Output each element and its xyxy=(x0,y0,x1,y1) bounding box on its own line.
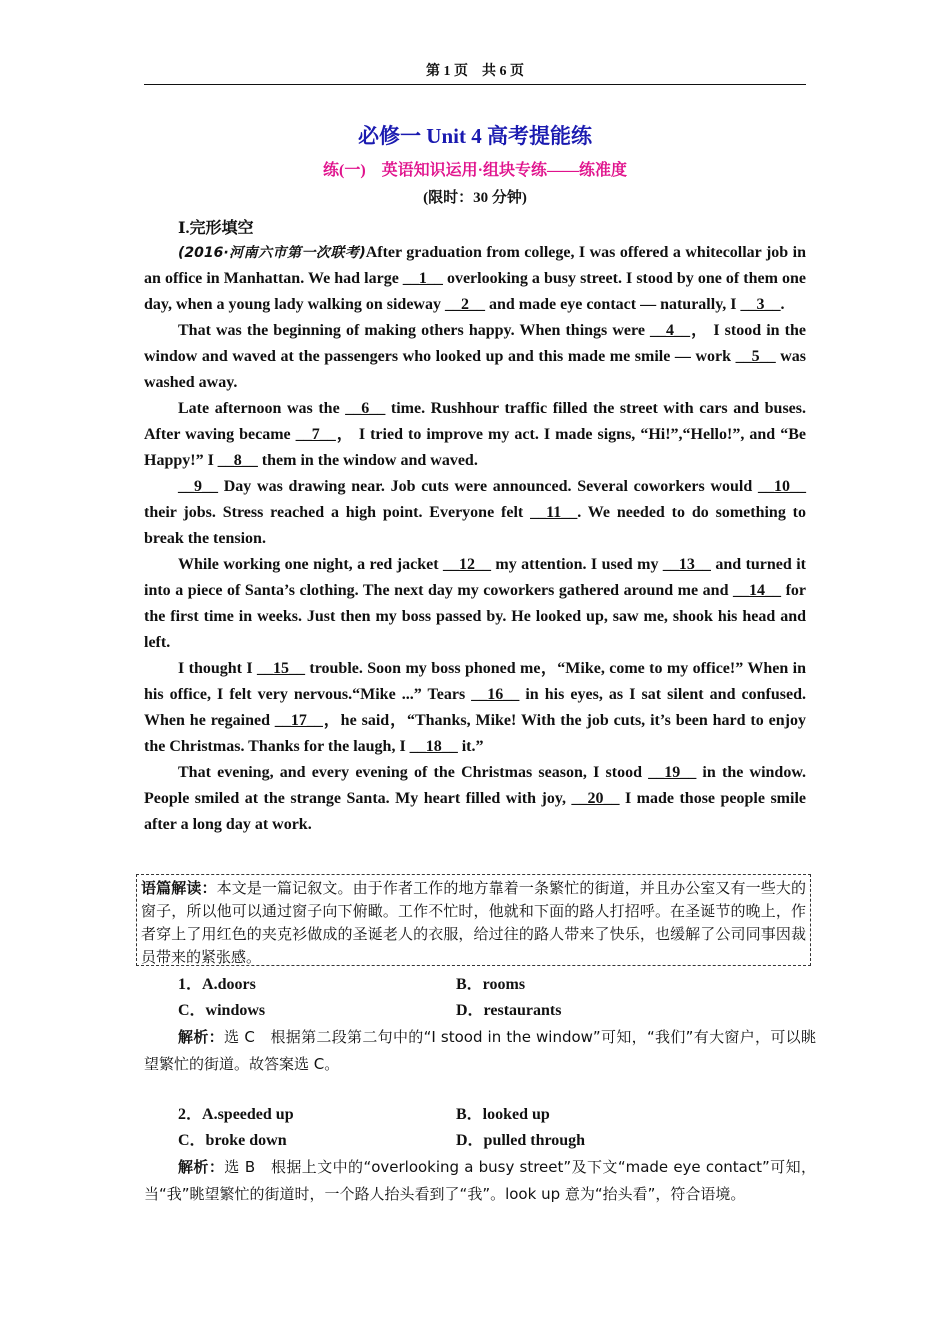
time-limit: (限时：30 分钟) xyxy=(423,190,527,206)
paragraph-5: While working one night, a red jacket __12__ my attention. I used my __13__ and turned it into a piece of Santa’s clothing. The next day my coworkers gathered around me and __14__ for the first time in weeks. Just then my boss passed by. He looked up, saw me, shook his head and left. xyxy=(144,556,807,651)
paragraph-2: That was the beginning of making others happy. When things were __4__， I stood in the window and waved at the passengers who looked up and this made me smile — work __5__ was washed away. xyxy=(144,322,807,391)
passage-analysis-label: 语篇解读： xyxy=(141,879,217,897)
question-1-option-a[interactable]: 1．A.doors xyxy=(178,976,256,993)
question-2-option-b[interactable]: B．looked up xyxy=(456,1106,550,1123)
question-1-options-row-2 xyxy=(144,998,824,1024)
passage-analysis-box xyxy=(136,874,811,966)
blank-12: __12__ xyxy=(442,556,491,573)
question-2-options-row-1 xyxy=(144,1102,824,1128)
question-1-options-row-1 xyxy=(144,972,824,998)
blank-8: __8__ xyxy=(217,452,258,469)
question-1-explanation: 解析：选 C 根据第二段第二句中的“I stood in the window”可知，“我们”有大窗户，可以眺望繁忙的街道。故答案选 C。 xyxy=(144,1028,816,1073)
question-1-option-b[interactable]: B．rooms xyxy=(456,976,526,993)
blank-13: __13__ xyxy=(662,556,711,573)
blank-10: __10__ xyxy=(758,478,806,495)
blank-3: __3__ xyxy=(740,296,781,313)
cloze-passage xyxy=(144,240,806,838)
blank-7: __7__ xyxy=(295,426,336,443)
blank-2: __2__ xyxy=(444,296,485,313)
question-2 xyxy=(144,1102,824,1208)
blank-5: __5__ xyxy=(735,348,776,365)
question-2-explanation: 解析：选 B 根据上文中的“overlooking a busy street”及下文“made eye contact”可知，当“我”眺望繁忙的街道时，一个路人抬头看到了“我”。look up 意为“抬头看”，符合语境。 xyxy=(144,1158,816,1203)
source-note: (2016·河南六市第一次联考) xyxy=(178,245,366,261)
blank-9: __9__ xyxy=(178,478,218,495)
blank-18: __18__ xyxy=(409,738,458,755)
question-2-options-row-2 xyxy=(144,1128,824,1154)
question-1-option-c[interactable]: C．windows xyxy=(178,1002,266,1019)
question-2-option-d[interactable]: D．pulled through xyxy=(456,1132,586,1149)
blank-20: __20__ xyxy=(571,790,620,807)
paragraph-3: Late afternoon was the __6__ time. Rushhour traffic filled the street with cars and buses. After waving became __7__， I tried to improve my act. I made signs, “Hi!”,“Hello!”, and “Be Happy!” I __8__ them in the window and waved. xyxy=(144,400,807,469)
blank-17: __17__ xyxy=(274,712,323,729)
question-number: 2． xyxy=(178,1106,203,1123)
question-1 xyxy=(144,972,824,1078)
question-number: 1． xyxy=(178,976,203,993)
blank-6: __6__ xyxy=(345,400,386,417)
blank-1: __1__ xyxy=(402,270,443,287)
blank-19: __19__ xyxy=(648,764,697,781)
page-header: 第 1 页 共 6 页 xyxy=(144,60,806,85)
blank-15: __15__ xyxy=(257,660,305,677)
section-title: Ⅰ.完形填空 xyxy=(178,220,254,237)
passage-analysis-text: 本文是一篇记叙文。由于作者工作的地方靠着一条繁忙的街道，并且办公室又有一些大的窗子，所以他可以通过窗子向下俯瞰。工作不忙时，他就和下面的路人打招呼。在圣诞节的晚上，作者穿上了用红色的夹克衫做成的圣诞老人的衣服，给过往的路人带来了快乐，也缓解了公司同事因裁员带来的紧张感。 xyxy=(141,879,806,966)
document-title: 必修一 Unit 4 高考提能练 xyxy=(358,124,592,148)
document-subtitle: 练(一) 英语知识运用·组块专练——练准度 xyxy=(323,162,627,179)
blank-4: __4__ xyxy=(650,322,691,339)
paragraph-1: (2016·河南六市第一次联考)After graduation from college, I was offered a whitecollar job in an office in Manhattan. We had large __1__ overlooking a busy street. I stood by one of them one day, when a young lady walking on sideway __2__ and made eye contact — naturally, I __3__. xyxy=(144,244,807,313)
question-2-option-a[interactable]: 2．A.speeded up xyxy=(178,1106,294,1123)
paragraph-4: __9__ Day was drawing near. Job cuts were announced. Several coworkers would __10__ their jobs. Stress reached a high point. Everyone felt __11__. We needed to do something to break the tension. xyxy=(144,478,807,547)
paragraph-6: I thought I __15__ trouble. Soon my boss phoned me，“Mike, come to my office!” When in his office, I felt very nervous.“Mike ...” Tears __16__ in his eyes, as I sat silent and confused. When he regained __17__，he said，“Thanks, Mike! With the job cuts, it’s been hard to enjoy the Christmas. Thanks for the laugh, I __18__ it.” xyxy=(144,660,806,755)
blank-11: __11__ xyxy=(530,504,578,521)
paragraph-7: That evening, and every evening of the Christmas season, I stood __19__ in the window. People smiled at the strange Santa. My heart filled with joy, __20__ I made those people smile after a long day at work. xyxy=(144,764,806,833)
blank-14: __14__ xyxy=(733,582,782,599)
question-1-option-d[interactable]: D．restaurants xyxy=(456,1002,562,1019)
blank-16: __16__ xyxy=(471,686,520,703)
question-2-option-c[interactable]: C．broke down xyxy=(178,1132,287,1149)
